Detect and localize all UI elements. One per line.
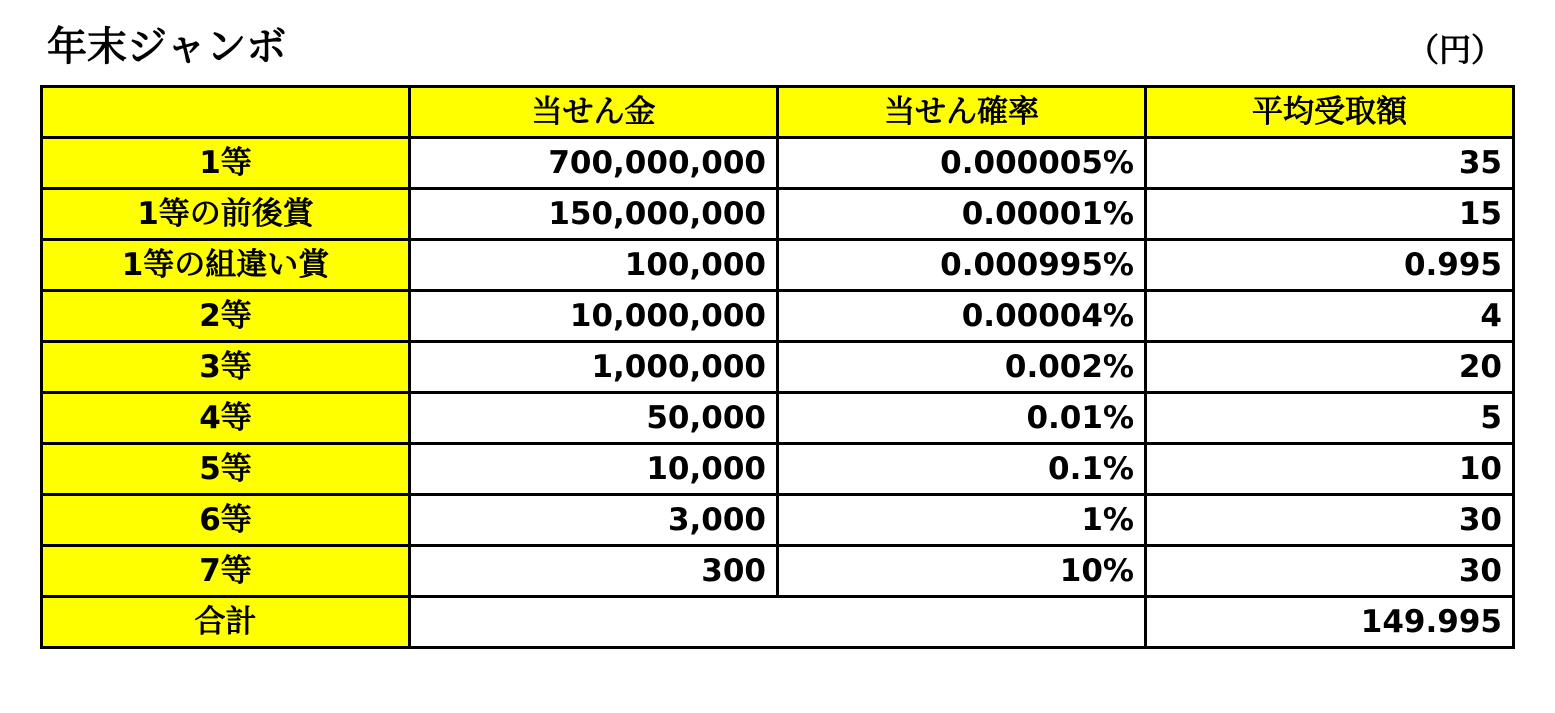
currency-unit-label: （円） [1406,31,1503,69]
average-cell: 0.995 [1146,240,1514,291]
row-label: 4等 [42,393,410,444]
document-title: 年末ジャンボ [47,24,287,70]
prize-cell: 3,000 [410,495,778,546]
probability-cell: 10% [778,546,1146,597]
probability-cell: 0.002% [778,342,1146,393]
table-row [42,393,1514,444]
average-cell: 15 [1146,189,1514,240]
probability-cell: 0.01% [778,393,1146,444]
row-label: 7等 [42,546,410,597]
probability-cell: 1% [778,495,1146,546]
table-row [42,240,1514,291]
prize-cell: 50,000 [410,393,778,444]
probability-cell: 0.000005% [778,138,1146,189]
table-row [42,189,1514,240]
total-empty-cell [410,597,1146,648]
header-probability: 当せん確率 [778,87,1146,138]
average-cell: 30 [1146,546,1514,597]
header-prize: 当せん金 [410,87,778,138]
total-average-cell: 149.995 [1146,597,1514,648]
table-row [42,546,1514,597]
prize-table [40,85,1515,649]
prize-cell: 100,000 [410,240,778,291]
table-row [42,495,1514,546]
prize-cell: 700,000,000 [410,138,778,189]
table-row [42,291,1514,342]
average-cell: 5 [1146,393,1514,444]
table-row [42,444,1514,495]
prize-cell: 10,000,000 [410,291,778,342]
header-average: 平均受取額 [1146,87,1514,138]
prize-cell: 10,000 [410,444,778,495]
average-cell: 30 [1146,495,1514,546]
probability-cell: 0.00001% [778,189,1146,240]
row-label: 5等 [42,444,410,495]
row-label: 1等の前後賞 [42,189,410,240]
row-label: 3等 [42,342,410,393]
prize-cell: 1,000,000 [410,342,778,393]
table-header-row [42,87,1514,138]
header-corner-cell [42,87,410,138]
average-cell: 35 [1146,138,1514,189]
average-cell: 10 [1146,444,1514,495]
row-label: 1等の組違い賞 [42,240,410,291]
total-label: 合計 [42,597,410,648]
prize-cell: 150,000,000 [410,189,778,240]
prize-cell: 300 [410,546,778,597]
row-label: 1等 [42,138,410,189]
table-row [42,342,1514,393]
average-cell: 20 [1146,342,1514,393]
table-row [42,138,1514,189]
probability-cell: 0.1% [778,444,1146,495]
probability-cell: 0.000995% [778,240,1146,291]
total-row [42,597,1514,648]
row-label: 2等 [42,291,410,342]
average-cell: 4 [1146,291,1514,342]
probability-cell: 0.00004% [778,291,1146,342]
row-label: 6等 [42,495,410,546]
